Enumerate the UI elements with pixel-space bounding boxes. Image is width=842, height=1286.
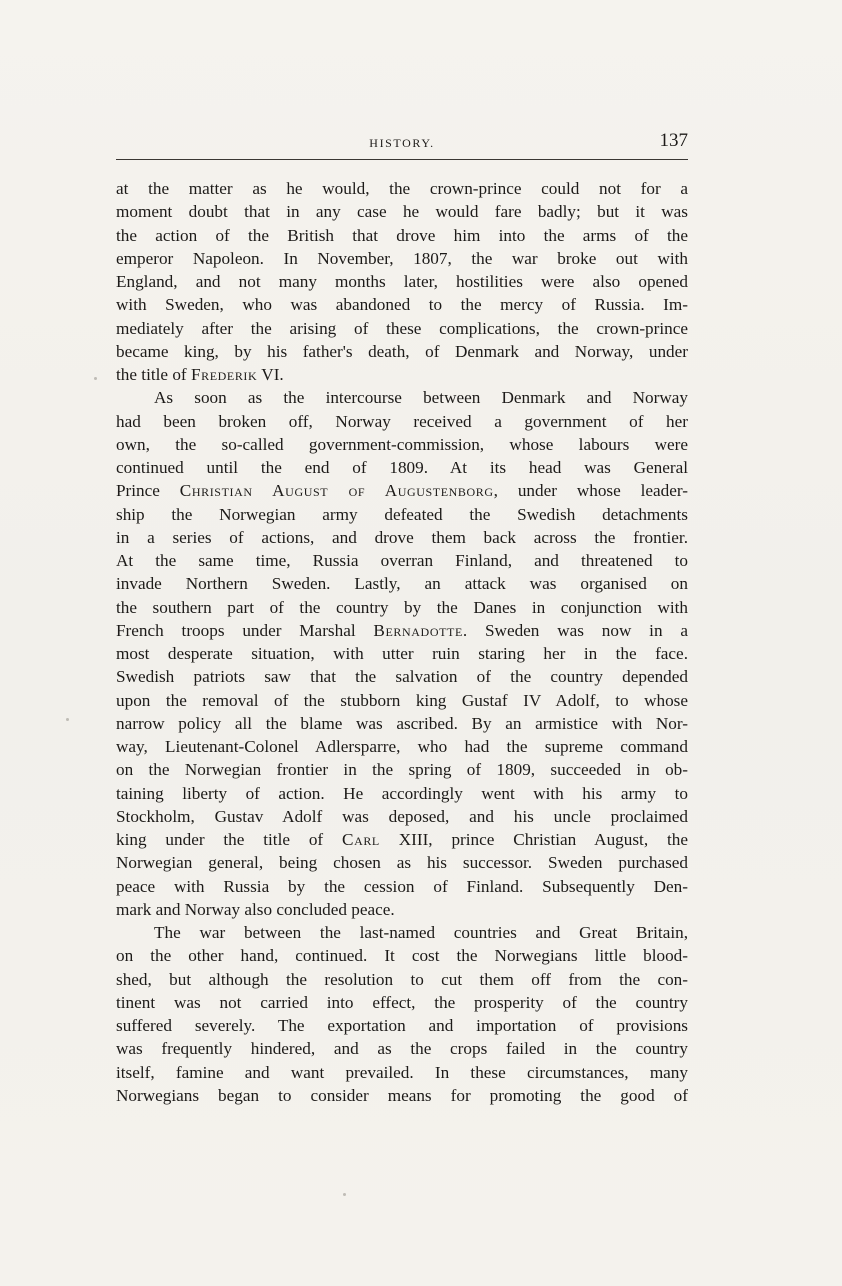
text-line: with Sweden, who was abandoned to the mercy of Russia. Im- [116, 295, 688, 315]
proper-name: Carl [342, 830, 380, 849]
running-title: HISTORY. [369, 136, 435, 150]
text-line: Stockholm, Gustav Adolf was deposed, and his uncle proclaimed [116, 806, 688, 826]
text-line: England, and not many months later, hostilities were also opened [116, 272, 688, 291]
text-line: ship the Norwegian army defeated the Swedish detachments [116, 504, 688, 524]
text-line: way, Lieutenant-Colonel Adlersparre, who had the supreme command [116, 737, 688, 756]
page-number: 137 [659, 130, 688, 151]
text-line-carl [116, 828, 688, 851]
text-line: invade Northern Sweden. Lastly, an attack was organised on [116, 574, 688, 594]
text-line: own, the so-called government-commission, whose labours were [116, 434, 688, 454]
text-segment: VI. [257, 365, 284, 384]
text-line: moment doubt that in any case he would fare badly; but it was [116, 202, 688, 222]
paper-speck [343, 1193, 346, 1196]
text-line: upon the removal of the stubborn king Gustaf IV Adolf, to whose [116, 690, 688, 710]
text-line: shed, but although the resolution to cut them off from the con- [116, 969, 688, 989]
text-segment: . Sweden was now in a [462, 620, 688, 640]
text-line: most desperate situation, with utter ruin staring her in the face. [116, 644, 688, 663]
text-line: tinent was not carried into effect, the prosperity of the country [116, 992, 688, 1012]
text-line: emperor Napoleon. In November, 1807, the war broke out with [116, 248, 688, 268]
text-line: At the same time, Russia overran Finland, and threatened to [116, 551, 688, 570]
text-segment: , under whose leader- [493, 481, 688, 501]
paper-speck [66, 718, 69, 721]
text-line: peace with Russia by the cession of Finland. Subsequently Den- [116, 876, 688, 896]
text-line: Swedish patriots saw that the salvation of the country depended [116, 667, 688, 687]
text-line: mark and Norway also concluded peace. [116, 899, 395, 919]
text-line: continued until the end of 1809. At its head was General [116, 458, 688, 477]
text-line: on the Norwegian frontier in the spring of 1809, succeeded in ob- [116, 760, 688, 780]
text-line: narrow policy all the blame was ascribed. By an armistice with Nor- [116, 713, 688, 733]
text-segment: Prince [116, 481, 180, 501]
proper-name: Christian August of Augustenborg [179, 481, 494, 501]
text-line: mediately after the arising of these complications, the crown-prince [116, 318, 688, 338]
text-line: had been broken off, Norway received a government of her [116, 411, 688, 431]
header-rule [116, 159, 688, 160]
text-segment: French troops under Marshal [116, 620, 374, 640]
text-segment: king under the title of [116, 830, 342, 849]
text-line-frederik [116, 363, 688, 386]
text-line-christian [116, 479, 688, 502]
text-line: suffered severely. The exportation and importation of provisions [116, 1016, 688, 1035]
text-line: in a series of actions, and drove them back across the frontier. [116, 527, 688, 547]
body-text [116, 177, 688, 1107]
text-line-bernadotte [116, 619, 688, 642]
text-line: was frequently hindered, and as the crops failed in the country [116, 1039, 688, 1059]
text-segment: XIII, prince Christian August, the [379, 830, 688, 849]
proper-name: Frederik [190, 365, 258, 384]
proper-name: Bernadotte [373, 620, 463, 640]
paper-speck [94, 377, 97, 380]
text-line: on the other hand, continued. It cost the Norwegians little blood- [116, 946, 688, 966]
running-head [116, 130, 688, 156]
text-line: Norwegians began to consider means for promoting the good of [116, 1085, 688, 1105]
paragraph-start: As soon as the intercourse between Denmark and Norway [154, 388, 688, 408]
text-line: became king, by his father's death, of Denmark and Norway, under [116, 341, 688, 361]
text-line: the southern part of the country by the Danes in conjunction with [116, 597, 688, 617]
text-line: itself, famine and want prevailed. In these circumstances, many [116, 1062, 688, 1082]
text-line: Norwegian general, being chosen as his successor. Sweden purchased [116, 853, 688, 873]
text-line: the action of the British that drove him into the arms of the [116, 225, 688, 245]
text-line: at the matter as he would, the crown-prince could not for a [116, 179, 688, 198]
paragraph-start: The war between the last-named countries and Great Britain, [154, 923, 688, 942]
text-line: taining liberty of action. He accordingly went with his army to [116, 783, 688, 803]
text-segment: the title of [116, 365, 191, 384]
